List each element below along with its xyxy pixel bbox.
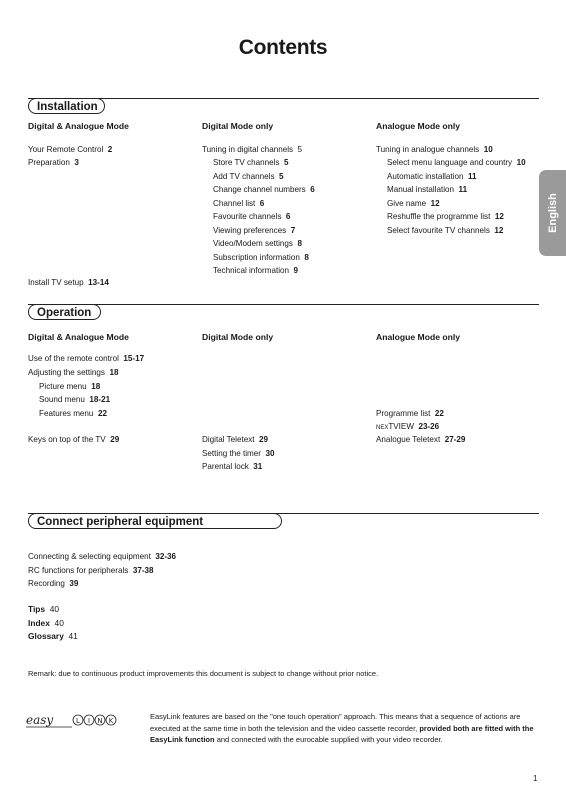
remark-text: Remark: due to continuous product improvements this document is subject to change without prior notice. (28, 669, 379, 678)
toc-subentry: Sound menu 18-21 (39, 395, 111, 404)
toc-entry: Recording 39 (28, 579, 79, 588)
page-title: Contents (238, 36, 328, 59)
column-heading: Digital & Analogue Mode (28, 332, 129, 342)
toc-subentry: Select favourite TV channels 12 (387, 225, 504, 235)
column-heading: Analogue Mode only (376, 332, 461, 342)
toc-subentry: Features menu 22 (39, 408, 107, 418)
toc-entry: Tuning in digital channels 5 (202, 145, 303, 154)
toc-entry: Connecting & selecting equipment 32-36 (28, 552, 177, 561)
section-heading-peripheral: Connect peripheral equipment (28, 513, 282, 529)
toc-subentry: Add TV channels 5 (213, 171, 284, 181)
toc-entry: Index 40 (28, 617, 64, 628)
easylink-logo-letter: I (87, 717, 91, 725)
easylink-description: EasyLink features are based on the "one touch operation" approach. This means that a sequence of actions are executed at the same time in both the television and the video cassette recorder, provided both are fitted with the EasyLink function and connected with the eurocable supplied with your video recorder. (150, 712, 534, 744)
toc-entry: Tuning in analogue channels 10 (376, 145, 493, 154)
easylink-logo-letter: L (76, 717, 80, 725)
toc-entry: Preparation 3 (28, 158, 79, 167)
toc-subentry: Video/Modem settings 8 (213, 239, 302, 248)
toc-subentry: Viewing preferences 7 (213, 225, 296, 235)
toc-entry: Parental lock 31 (202, 462, 263, 471)
easylink-logo-text: easy (26, 713, 54, 727)
toc-entry: Analogue Teletext 27-29 (376, 435, 466, 444)
page-number: 1 (533, 774, 538, 783)
toc-subentry: Channel list 6 (213, 198, 265, 208)
toc-subentry: Manual installation 11 (387, 185, 468, 194)
toc-entry: Use of the remote control 15-17 (28, 354, 145, 363)
toc-subentry: Picture menu 18 (39, 381, 101, 391)
toc-entry: Programme list 22 (376, 408, 444, 418)
language-tab-label: English (546, 193, 559, 233)
toc-entry: Setting the timer 30 (202, 448, 275, 458)
section-heading-operation: Operation (28, 304, 101, 320)
toc-entry: NEXTVIEW 23-26 (376, 422, 440, 431)
section-divider (28, 304, 539, 305)
toc-subentry: Favourite channels 6 (213, 212, 291, 221)
column-heading: Digital Mode only (202, 121, 274, 131)
toc-entry: Glossary 41 (28, 631, 78, 641)
easylink-logo-letter: K (108, 717, 114, 725)
toc-entry: RC functions for peripherals 37-38 (28, 565, 154, 575)
toc-subentry: Give name 12 (387, 198, 440, 208)
toc-subentry: Store TV channels 5 (213, 158, 289, 167)
column-heading: Digital & Analogue Mode (28, 121, 129, 131)
section-heading-installation: Installation (28, 98, 105, 114)
language-tab (539, 170, 566, 256)
toc-subentry: Reshuffle the programme list 12 (387, 212, 504, 221)
column-heading: Digital Mode only (202, 332, 274, 342)
easylink-logo (26, 709, 122, 731)
toc-subentry: Subscription information 8 (213, 252, 309, 262)
toc-entry: Your Remote Control 2 (28, 145, 113, 154)
toc-entry: Tips 40 (28, 604, 60, 614)
toc-subentry: Technical information 9 (213, 266, 299, 275)
toc-entry: Keys on top of the TV 29 (28, 435, 120, 444)
easylink-logo-letter: N (97, 717, 103, 725)
toc-subentry: Change channel numbers 6 (213, 185, 315, 194)
toc-entry: Install TV setup 13-14 (28, 278, 109, 287)
toc-entry: Adjusting the settings 18 (28, 368, 119, 377)
column-heading: Analogue Mode only (376, 121, 461, 131)
toc-subentry: Select menu language and country 10 (387, 158, 526, 167)
section-divider (28, 98, 539, 99)
toc-subentry: Automatic installation 11 (387, 171, 477, 181)
toc-entry: Digital Teletext 29 (202, 435, 269, 444)
